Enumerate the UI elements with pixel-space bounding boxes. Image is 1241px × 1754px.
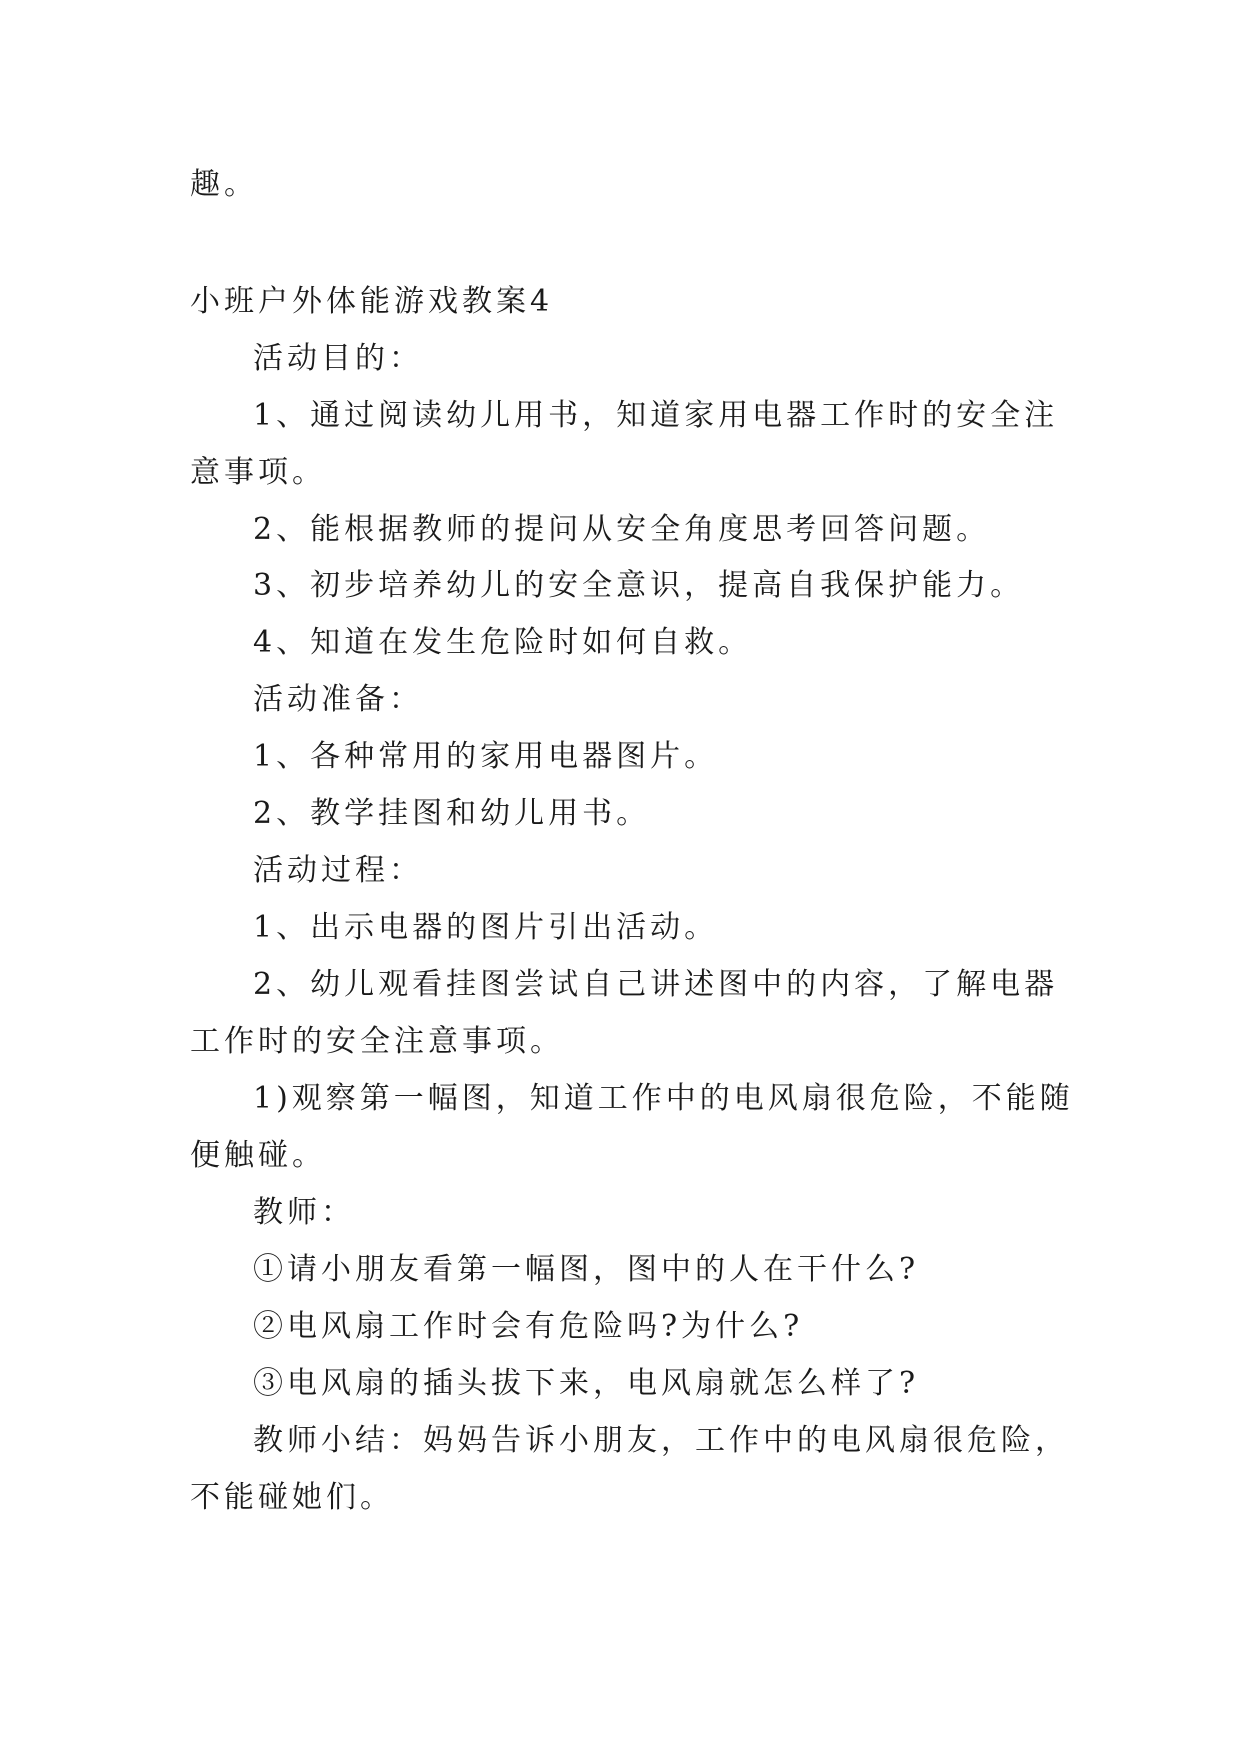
- teacher-summary-continued: 不能碰她们。: [190, 1480, 394, 1515]
- goal-item-4: 4、知道在发生危险时如何自救。: [253, 625, 753, 660]
- teacher-question-3: ③电风扇的插头拔下来，电风扇就怎么样了?: [253, 1366, 920, 1401]
- section-title: 小班户外体能游戏教案4: [190, 284, 554, 319]
- heading-activity-preparation: 活动准备：: [253, 682, 423, 717]
- process-step-2-continued: 工作时的安全注意事项。: [190, 1024, 564, 1059]
- teacher-question-2: ②电风扇工作时会有危险吗?为什么?: [253, 1309, 804, 1344]
- process-step-2: 2、幼儿观看挂图尝试自己讲述图中的内容，了解电器: [253, 967, 1059, 1002]
- process-step-1: 1、出示电器的图片引出活动。: [253, 910, 719, 945]
- goal-item-1: 1、通过阅读幼儿用书，知道家用电器工作时的安全注: [253, 398, 1059, 433]
- goal-item-3: 3、初步培养幼儿的安全意识，提高自我保护能力。: [253, 568, 1025, 603]
- paragraph-continuation: 趣。: [190, 167, 258, 202]
- teacher-label: 教师：: [253, 1195, 355, 1230]
- heading-activity-process: 活动过程：: [253, 853, 423, 888]
- teacher-question-1: ①请小朋友看第一幅图，图中的人在干什么?: [253, 1252, 920, 1287]
- heading-activity-goals: 活动目的：: [253, 341, 423, 376]
- process-substep-1: 1)观察第一幅图，知道工作中的电风扇很危险，不能随: [253, 1081, 1074, 1116]
- preparation-item-2: 2、教学挂图和幼儿用书。: [253, 796, 651, 831]
- preparation-item-1: 1、各种常用的家用电器图片。: [253, 739, 719, 774]
- teacher-summary: 教师小结：妈妈告诉小朋友，工作中的电风扇很危险，: [253, 1423, 1069, 1458]
- process-substep-1-continued: 便触碰。: [190, 1138, 326, 1173]
- goal-item-1-continued: 意事项。: [190, 455, 326, 490]
- goal-item-2: 2、能根据教师的提问从安全角度思考回答问题。: [253, 512, 991, 547]
